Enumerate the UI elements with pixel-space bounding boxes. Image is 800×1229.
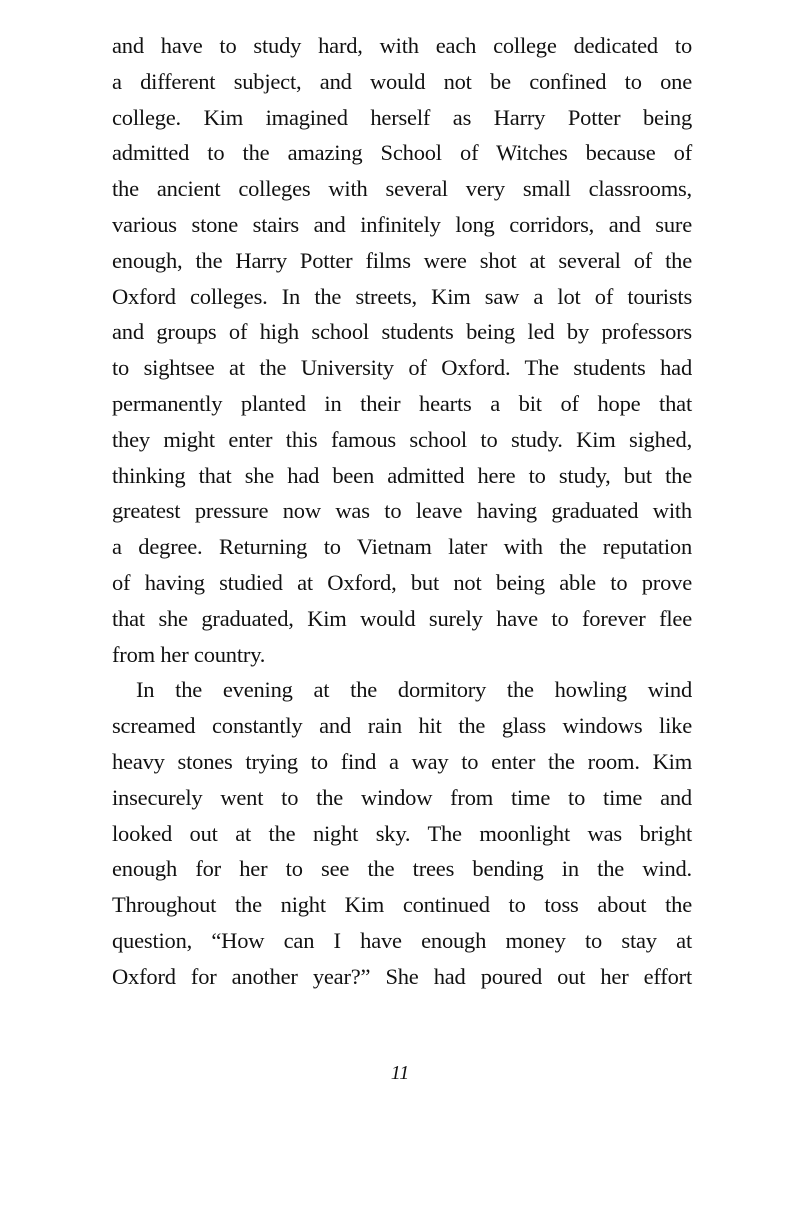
text-line: a different subject, and would not be confined to one xyxy=(112,68,692,94)
text-line: Oxford for another year?” She had poured out her effort xyxy=(112,963,692,989)
text-line: thinking that she had been admitted here to study, but the xyxy=(112,462,692,488)
book-page-body xyxy=(112,28,692,995)
text-line: the ancient colleges with several very small classrooms, xyxy=(112,176,692,202)
text-line: enough for her to see the trees bending in the wind. xyxy=(112,856,692,882)
text-line: Oxford colleges. In the streets, Kim saw a lot of tourists xyxy=(112,283,692,309)
text-line: and groups of high school students being led by professors xyxy=(112,319,692,345)
text-line: various stone stairs and infinitely long corridors, and sure xyxy=(112,211,692,237)
text-line: heavy stones trying to find a way to enter the room. Kim xyxy=(112,748,692,774)
text-line: question, “How can I have enough money to stay at xyxy=(112,927,692,953)
text-line: permanently planted in their hearts a bit of hope that xyxy=(112,390,692,416)
text-line: looked out at the night sky. The moonlight was bright xyxy=(112,820,692,846)
text-line: to sightsee at the University of Oxford. The students had xyxy=(112,355,692,381)
text-line: greatest pressure now was to leave having graduated with xyxy=(112,498,692,524)
text-line: that she graduated, Kim would surely have to forever flee xyxy=(112,605,692,631)
text-line: admitted to the amazing School of Witches because of xyxy=(112,140,692,166)
page-number: 11 xyxy=(390,1062,410,1084)
text-line: a degree. Returning to Vietnam later with the reputation xyxy=(112,534,692,560)
text-line: screamed constantly and rain hit the glass windows like xyxy=(112,713,692,739)
text-line: and have to study hard, with each college dedicated to xyxy=(112,33,692,58)
text-line: college. Kim imagined herself as Harry Potter being xyxy=(112,104,692,130)
text-line: Throughout the night Kim continued to toss about the xyxy=(112,892,692,918)
text-line: insecurely went to the window from time to time and xyxy=(112,784,692,810)
text-line: they might enter this famous school to study. Kim sighed, xyxy=(112,426,692,452)
text-line: enough, the Harry Potter films were shot at several of the xyxy=(112,247,692,273)
text-line: of having studied at Oxford, but not being able to prove xyxy=(112,569,692,595)
text-line: In the evening at the dormitory the howling wind xyxy=(136,677,692,703)
text-line: from her country. xyxy=(112,641,266,667)
